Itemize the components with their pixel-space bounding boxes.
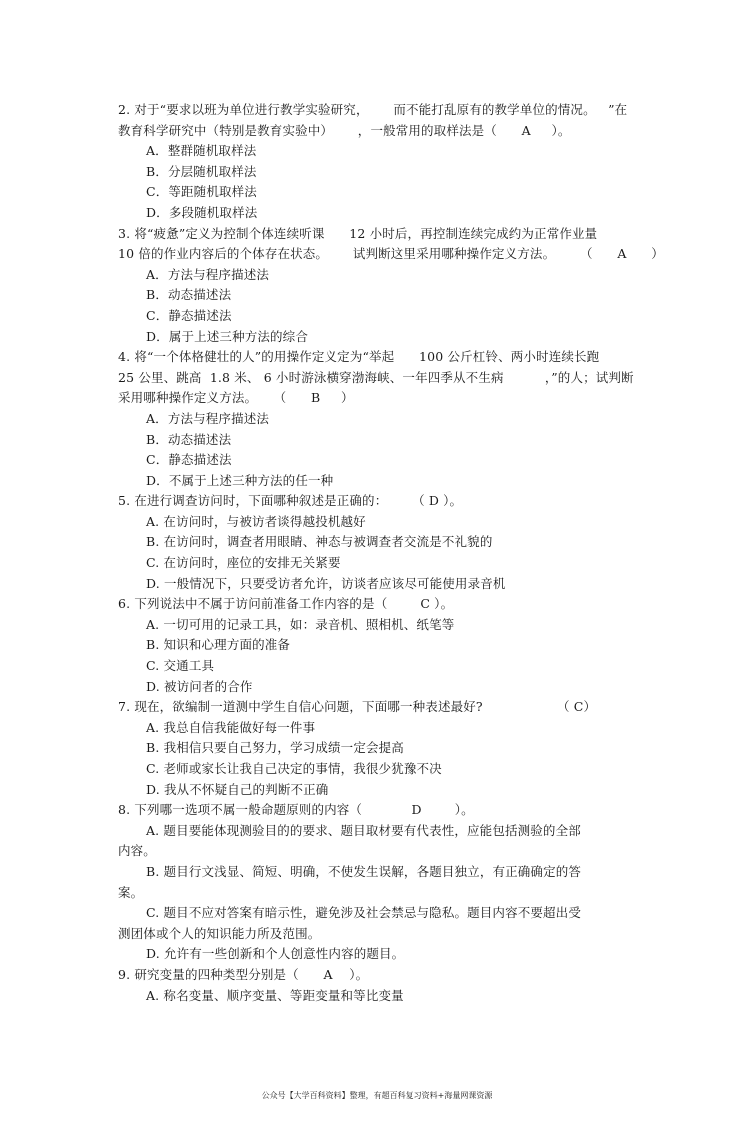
- question-stem-line: 10 倍的作业内容后的个体存在状态。 试判断这里采用哪种操作定义方法。 （ A ）: [118, 246, 664, 262]
- question-stem-line: 教育科学研究中（特别是教育实验中） ，一般常用的取样法是（ A ）。: [118, 122, 571, 138]
- question-4: [118, 347, 638, 491]
- option-b: B．动态描述法: [146, 287, 232, 303]
- question-6: [118, 594, 638, 697]
- option-c: C. 在访问时，座位的安排无关紧要: [146, 555, 341, 571]
- option-a: A. 我总自信我能做好每一件事: [146, 719, 316, 735]
- option-b: B. 我相信只要自己努力，学习成绩一定会提高: [146, 740, 404, 756]
- option-c: C. 题目不应对答案有暗示性，避免涉及社会禁忌与隐私。题目内容不要超出受测团体或个人的知识能力所及范围。: [118, 905, 581, 941]
- question-stem-line: 2. 对于“要求以班为单位进行教学实验研究， 而不能打乱原有的教学单位的情况。 ”在: [118, 102, 628, 117]
- option-a: A. 称名变量、顺序变量、等距变量和等比变量: [146, 987, 404, 1003]
- option-a: A. 题目要能体现测验目的的要求、题目取材要有代表性，应能包括测验的全部内容。: [118, 822, 581, 859]
- question-5: [118, 491, 638, 594]
- option-b: B. 知识和心理方面的准备: [146, 637, 291, 653]
- option-a: A．方法与程序描述法: [146, 266, 270, 282]
- option-c: C．等距随机取样法: [146, 184, 257, 200]
- question-3: [118, 224, 664, 348]
- question-stem-line: 9. 研究变量的四种类型分别是（ A ）。: [118, 966, 369, 982]
- option-b: B．分层随机取样法: [146, 163, 257, 179]
- page-footer: 公众号【大学百科资料】整理，有超百科复习资料+海量网课资源: [261, 1091, 493, 1100]
- option-d: D．多段随机取样法: [146, 204, 258, 220]
- option-a: A．方法与程序描述法: [146, 410, 270, 426]
- question-8: [118, 800, 638, 965]
- option-d: D. 一般情况下，只要受访者允许，访谈者应该尽可能使用录音机: [146, 575, 506, 591]
- question-stem-line: 25 公里、跳高 1.8 米、 6 小时游泳横穿渤海峡、一年四季从不生病 ，”的人；试判断: [118, 369, 634, 385]
- question-stem-line: 8. 下列哪一选项不属一般命题原则的内容（ D ）。: [118, 802, 474, 818]
- question-2: [118, 100, 638, 224]
- option-d: D．不属于上述三种方法的任一种: [146, 472, 334, 488]
- option-b: B. 在访问时，调查者用眼睛、神态与被调查者交流是不礼貌的: [146, 534, 493, 550]
- option-a: A．整群随机取样法: [146, 143, 257, 159]
- option-a: A. 一切可用的记录工具，如：录音机、照相机、纸笔等: [146, 616, 455, 632]
- option-b: B. 题目行文浅显、简短、明确，不使发生误解，各题目独立，有正确确定的答案。: [118, 863, 582, 900]
- option-c: C．静态描述法: [146, 307, 232, 323]
- question-list: [118, 100, 664, 1006]
- option-c: C. 交通工具: [146, 658, 215, 674]
- question-stem-line: 3. 将“疲惫”定义为控制个体连续听课 12 小时后，再控制连续完成约为正常作业量: [118, 225, 598, 241]
- option-c: C．静态描述法: [146, 452, 232, 468]
- option-a: A. 在访问时，与被访者谈得越投机越好: [146, 513, 366, 529]
- question-stem-line: 4. 将“一个体格健壮的人”的用操作定义定为“举起 100 公斤杠铃、两小时连续长跑: [118, 349, 600, 365]
- option-d: D. 允许有一些创新和个人创意性内容的题目。: [146, 946, 405, 962]
- question-9: [118, 965, 638, 1006]
- question-stem-line: 7. 现在，欲编制一道测中学生自信心问题，下面哪一种表述最好? （ C）: [118, 699, 597, 715]
- option-c: C. 老师或家长让我自己决定的事情，我很少犹豫不决: [146, 761, 442, 776]
- option-d: D. 我从不怀疑自己的判断不正确: [146, 781, 329, 797]
- question-stem-line: 采用哪种操作定义方法。 （ B ）: [118, 390, 354, 406]
- option-b: B．动态描述法: [146, 431, 232, 447]
- question-7: [118, 697, 638, 800]
- question-stem-line: 5. 在进行调查访问时，下面哪种叙述是正确的： （ D ）。: [118, 493, 463, 509]
- question-stem-line: 6. 下列说法中不属于访问前准备工作内容的是（ C ）。: [118, 596, 454, 612]
- option-d: D．属于上述三种方法的综合: [146, 328, 308, 344]
- option-d: D. 被访问者的合作: [146, 678, 253, 694]
